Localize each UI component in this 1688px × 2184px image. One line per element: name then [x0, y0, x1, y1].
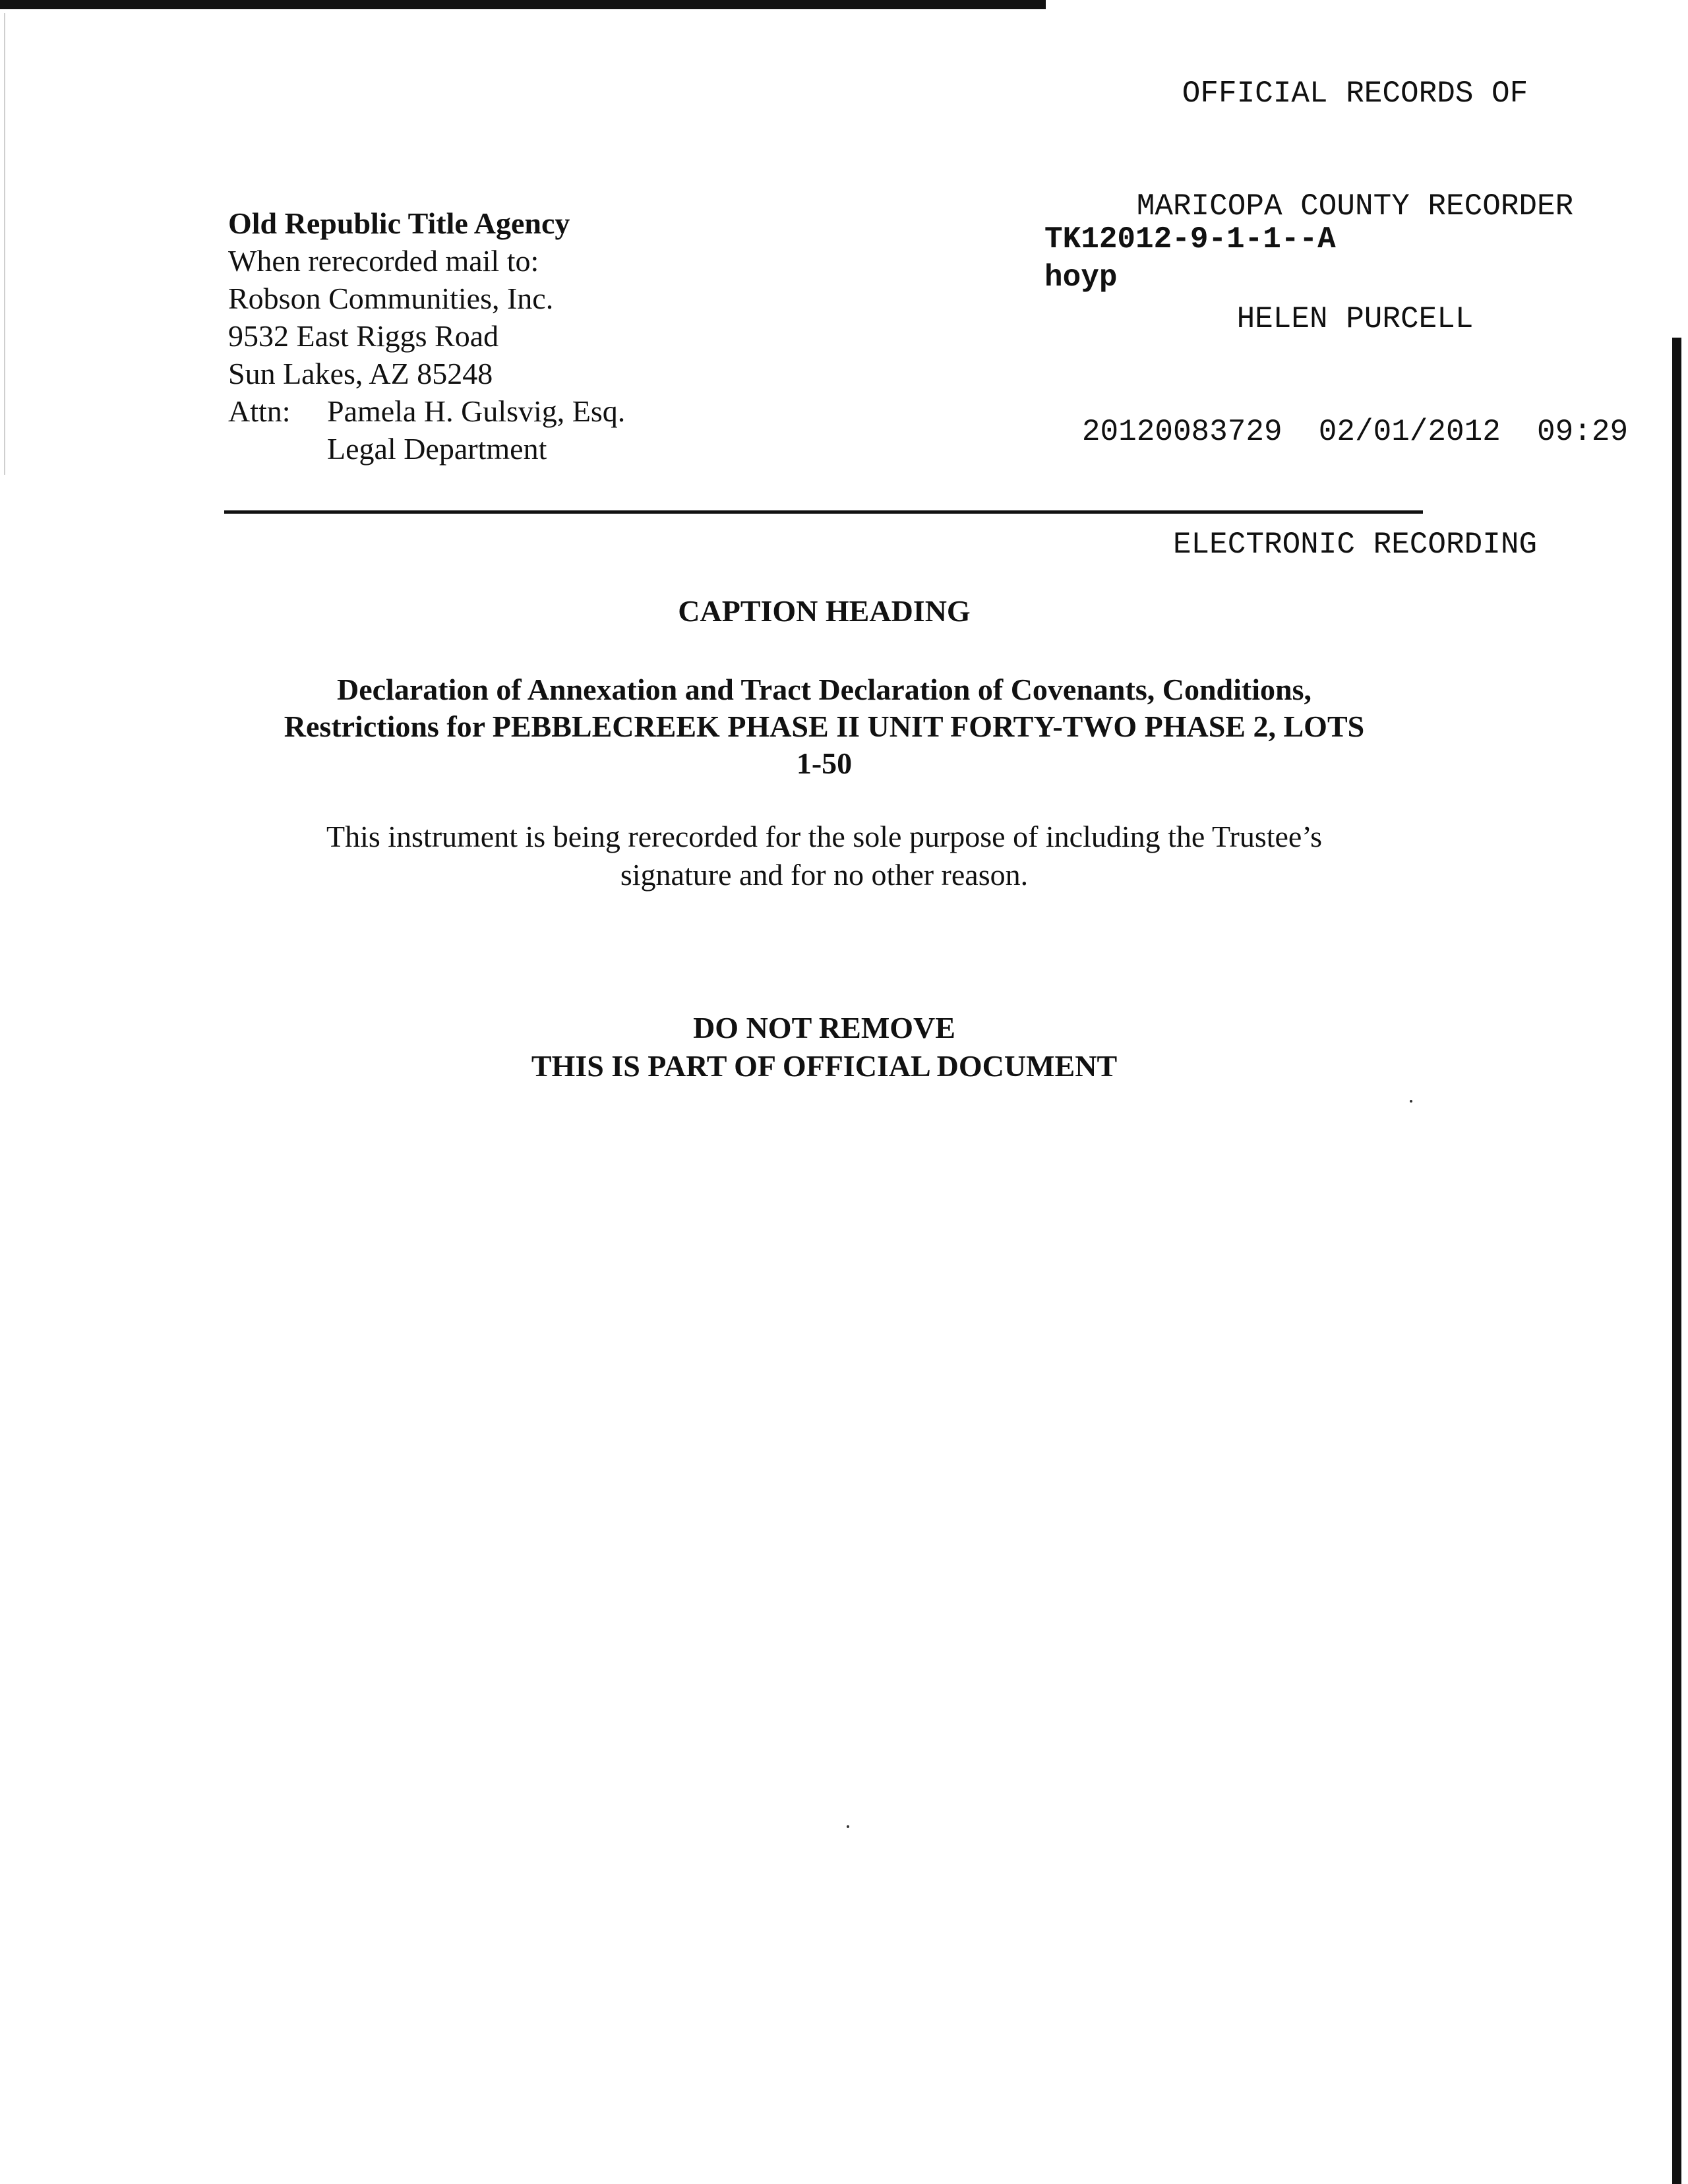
- note-line-1: This instrument is being rerecorded for the sole purpose of including the Trustee’s: [326, 820, 1323, 853]
- scan-edge-left: [4, 13, 5, 475]
- note-line-2: signature and for no other reason.: [620, 858, 1029, 892]
- stamp-line-county-recorder: MARICOPA COUNTY RECORDER: [1136, 189, 1574, 224]
- warning-line-2: THIS IS PART OF OFFICIAL DOCUMENT: [531, 1049, 1118, 1083]
- return-address-block: [228, 204, 625, 468]
- document-title: [198, 671, 1451, 782]
- return-street: 9532 East Riggs Road: [228, 319, 499, 353]
- stamp-line-official-records: OFFICIAL RECORDS OF: [1182, 76, 1528, 111]
- return-company: Robson Communities, Inc.: [228, 282, 554, 315]
- agency-name: Old Republic Title Agency: [228, 206, 570, 240]
- warning-line-1: DO NOT REMOVE: [693, 1011, 955, 1045]
- do-not-remove-warning: [198, 1009, 1451, 1085]
- attn-label: Attn:: [228, 394, 291, 428]
- return-city: Sun Lakes, AZ 85248: [228, 357, 493, 390]
- title-line-2: Restrictions for PEBBLECREEK PHASE II UNIT FORTY-TWO PHASE 2, LOTS: [284, 710, 1365, 743]
- title-line-1: Declaration of Annexation and Tract Declaration of Covenants, Conditions,: [337, 673, 1311, 706]
- mail-instruction: When rerecorded mail to:: [228, 244, 539, 278]
- attn-name: Pamela H. Gulsvig, Esq.: [327, 394, 626, 428]
- caption-heading: CAPTION HEADING: [678, 594, 971, 628]
- tracking-block: [1044, 220, 1336, 297]
- scan-speck: [847, 1825, 849, 1828]
- return-department: Legal Department: [327, 432, 547, 466]
- header-divider: [224, 510, 1423, 514]
- stamp-line-recorder-name: HELEN PURCELL: [1236, 302, 1474, 336]
- tracking-initials: hoyp: [1044, 260, 1118, 295]
- tracking-code: TK12012-9-1-1--A: [1044, 222, 1336, 257]
- stamp-line-recording-type: ELECTRONIC RECORDING: [1172, 528, 1538, 562]
- scan-speck: [1410, 1100, 1412, 1103]
- stamp-line-record-number-date: 20120083729 02/01/2012 09:29: [1081, 415, 1629, 449]
- scan-edge-right: [1672, 338, 1681, 2184]
- title-line-3: 1-50: [796, 746, 853, 780]
- rerecording-note: [198, 818, 1451, 894]
- attn-line: [228, 392, 625, 430]
- scan-edge-top: [0, 0, 1046, 9]
